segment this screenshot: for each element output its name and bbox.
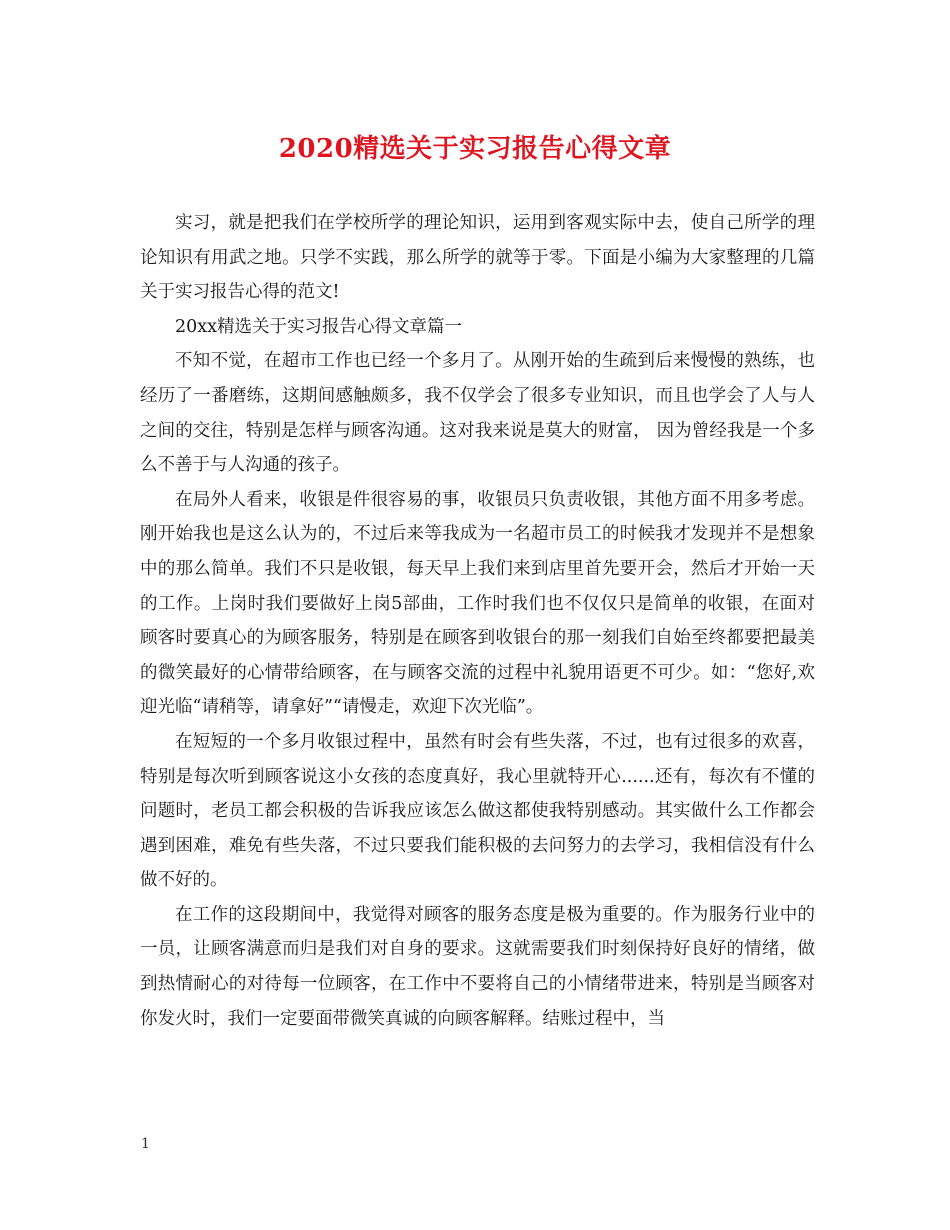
paragraph-1: 不知不觉，在超市工作也已经一个多月了。从刚开始的生疏到后来慢慢的熟练，也经历了一番磨练，这期间感触颇多，我不仅学会了很多专业知识，而且也学会了人与人之间的交往，特别是怎样与顾客沟通。这对我来说是莫大的财富， 因为曾经我是一个多么不善于与人沟通的孩子。 — [140, 351, 815, 476]
section-heading: 20xx精选关于实习报告心得文章篇一 — [175, 316, 463, 337]
document-body — [140, 206, 815, 1036]
paragraph-2: 在局外人看来，收银是件很容易的事，收银员只负责收银，其他方面不用多考虑。刚开始我也是这么认为的，不过后来等我成为一名超市员工的时候我才发现并不是想象中的那么简单。我们不只是收银，每天早上我们来到店里首先要开会，然后才开始一天的工作。上岗时我们要做好上岗5部曲，工作时我们也不仅仅只是简单的收银，在面对顾客时要真心的为顾客服务，特别是在顾客到收银台的那一刻我们自始至终都要把最美的微笑最好的心情带给顾客，在与顾客交流的过程中礼貌用语更不可少。如：“您好,欢迎光临“请稍等，请拿好”“请慢走，欢迎下次光临”。 — [140, 489, 815, 718]
document-title: 2020精选关于实习报告心得文章 — [278, 134, 672, 164]
page-number: 1 — [141, 1136, 150, 1152]
paragraph-intro: 实习，就是把我们在学校所学的理论知识，运用到客观实际中去，使自己所学的理论知识有用武之地。只学不实践，那么所学的就等于零。下面是小编为大家整理的几篇关于实习报告心得的范文! — [140, 213, 815, 303]
paragraph-4: 在工作的这段期间中，我觉得对顾客的服务态度是极为重要的。作为服务行业中的一员，让顾客满意而归是我们对自身的要求。这就需要我们时刻保持好良好的情绪，做到热情耐心的对待每一位顾客，在工作中不要将自己的小情绪带进来，特别是当顾客对你发火时，我们一定要面带微笑真诚的向顾客解释。结账过程中，当 — [140, 904, 815, 1029]
paragraph-3: 在短短的一个多月收银过程中，虽然有时会有些失落，不过，也有过很多的欢喜，特别是每次听到顾客说这小女孩的态度真好，我心里就特开心......还有，每次有不懂的问题时，老员工都会积极的告诉我应该怎么做这都使我特别感动。其实做什么工作都会遇到困难，难免有些失落，不过只要我们能积极的去问努力的去学习，我相信没有什么做不好的。 — [140, 731, 815, 891]
